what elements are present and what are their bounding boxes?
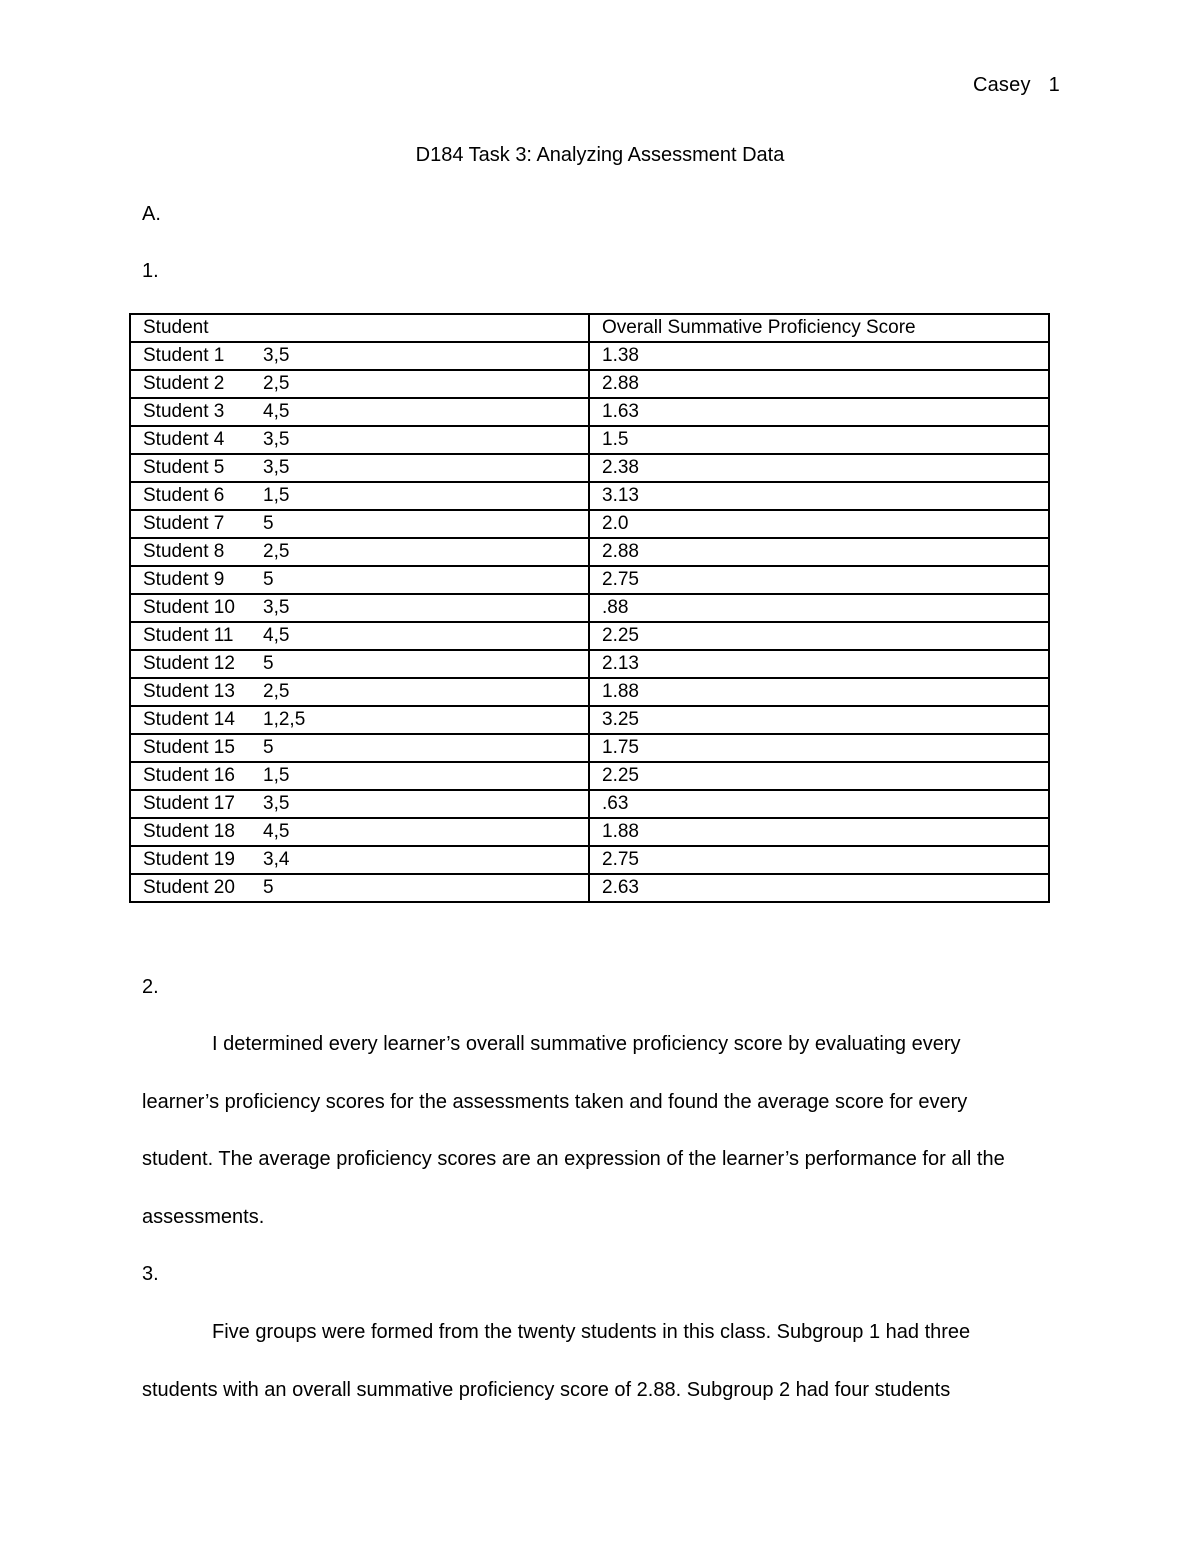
student-cell bbox=[130, 818, 589, 846]
student-assessments: 5 bbox=[263, 737, 274, 758]
score-cell: 1.38 bbox=[589, 342, 1049, 370]
score-cell: .88 bbox=[589, 594, 1049, 622]
table-row bbox=[130, 678, 1049, 706]
student-cell bbox=[130, 846, 589, 874]
student-assessments: 3,5 bbox=[263, 345, 290, 366]
student-cell bbox=[130, 678, 589, 706]
student-cell bbox=[130, 650, 589, 678]
student-name: Student 20 bbox=[143, 877, 235, 898]
table-header-row bbox=[130, 314, 1049, 342]
student-name: Student 12 bbox=[143, 653, 235, 674]
table-row bbox=[130, 706, 1049, 734]
student-cell bbox=[130, 538, 589, 566]
header-author: Casey bbox=[972, 74, 1031, 96]
student-name: Student 17 bbox=[143, 793, 235, 814]
section-a-label: A. bbox=[142, 203, 161, 225]
student-assessments: 4,5 bbox=[263, 821, 290, 842]
proficiency-score-table bbox=[129, 313, 1050, 903]
student-assessments: 1,2,5 bbox=[263, 709, 306, 730]
student-assessments: 3,5 bbox=[263, 429, 290, 450]
student-cell bbox=[130, 622, 589, 650]
table-row bbox=[130, 790, 1049, 818]
student-assessments: 3,5 bbox=[263, 793, 290, 814]
student-name: Student 18 bbox=[143, 821, 235, 842]
score-cell: 1.5 bbox=[589, 426, 1049, 454]
student-cell bbox=[130, 790, 589, 818]
document-title: D184 Task 3: Analyzing Assessment Data bbox=[415, 144, 785, 166]
score-cell: 2.75 bbox=[589, 846, 1049, 874]
student-assessments: 2,5 bbox=[263, 681, 290, 702]
student-assessments: 2,5 bbox=[263, 541, 290, 562]
score-cell: 2.75 bbox=[589, 566, 1049, 594]
student-name: Student 1 bbox=[143, 345, 225, 366]
student-name: Student 13 bbox=[143, 681, 235, 702]
student-assessments: 3,4 bbox=[263, 849, 290, 870]
table-row bbox=[130, 482, 1049, 510]
student-name: Student 19 bbox=[143, 849, 235, 870]
score-cell: 2.25 bbox=[589, 762, 1049, 790]
student-name: Student 8 bbox=[143, 541, 225, 562]
student-cell bbox=[130, 370, 589, 398]
student-cell bbox=[130, 706, 589, 734]
student-name: Student 11 bbox=[143, 625, 234, 646]
table-row bbox=[130, 818, 1049, 846]
table-row bbox=[130, 846, 1049, 874]
student-cell bbox=[130, 342, 589, 370]
student-name: Student 2 bbox=[143, 373, 225, 394]
score-cell: 1.63 bbox=[589, 398, 1049, 426]
student-name: Student 15 bbox=[143, 737, 235, 758]
student-name: Student 4 bbox=[143, 429, 225, 450]
score-cell: 2.88 bbox=[589, 538, 1049, 566]
student-cell bbox=[130, 566, 589, 594]
table-row bbox=[130, 762, 1049, 790]
student-name: Student 3 bbox=[143, 401, 225, 422]
table-row bbox=[130, 538, 1049, 566]
score-cell: 2.13 bbox=[589, 650, 1049, 678]
running-header bbox=[973, 74, 1060, 97]
score-cell: 2.25 bbox=[589, 622, 1049, 650]
item-3-label: 3. bbox=[142, 1263, 159, 1285]
student-assessments: 1,5 bbox=[263, 485, 290, 506]
student-assessments: 3,5 bbox=[263, 597, 290, 618]
student-cell bbox=[130, 874, 589, 902]
student-cell bbox=[130, 426, 589, 454]
score-cell: .63 bbox=[589, 790, 1049, 818]
table-row bbox=[130, 734, 1049, 762]
table-row bbox=[130, 622, 1049, 650]
table-row bbox=[130, 510, 1049, 538]
student-cell bbox=[130, 510, 589, 538]
score-cell: 1.88 bbox=[589, 678, 1049, 706]
student-assessments: 5 bbox=[263, 513, 274, 534]
paragraph-2-text: I determined every learner’s overall summative proficiency score by evaluating every learner’s proficiency scores for the assessments taken and found the average score for every student. The average proficiency scores are an expression of the learner’s performance for all the assessments. bbox=[142, 1033, 1005, 1228]
student-name: Student 10 bbox=[143, 597, 235, 618]
student-assessments: 1,5 bbox=[263, 765, 290, 786]
student-assessments: 2,5 bbox=[263, 373, 290, 394]
student-cell bbox=[130, 482, 589, 510]
student-cell bbox=[130, 762, 589, 790]
student-name: Student 6 bbox=[143, 485, 225, 506]
score-cell: 2.0 bbox=[589, 510, 1049, 538]
student-assessments: 3,5 bbox=[263, 457, 290, 478]
item-2-label: 2. bbox=[142, 976, 159, 998]
student-cell bbox=[130, 734, 589, 762]
student-cell bbox=[130, 398, 589, 426]
table-body bbox=[130, 342, 1049, 902]
paragraph-3 bbox=[142, 1304, 1042, 1419]
student-name: Student 5 bbox=[143, 457, 225, 478]
table-row bbox=[130, 874, 1049, 902]
column-header-score: Overall Summative Proficiency Score bbox=[589, 314, 1049, 342]
table-row bbox=[130, 426, 1049, 454]
paragraph-3-text: Five groups were formed from the twenty students in this class. Subgroup 1 had three students with an overall summative proficiency score of 2.88. Subgroup 2 had four students bbox=[142, 1321, 971, 1401]
column-header-student: Student bbox=[130, 314, 589, 342]
item-1-label: 1. bbox=[142, 260, 159, 282]
score-cell: 2.88 bbox=[589, 370, 1049, 398]
table-row bbox=[130, 370, 1049, 398]
table-row bbox=[130, 398, 1049, 426]
student-name: Student 14 bbox=[143, 709, 235, 730]
score-cell: 1.88 bbox=[589, 818, 1049, 846]
student-cell bbox=[130, 594, 589, 622]
student-assessments: 4,5 bbox=[263, 401, 290, 422]
student-assessments: 5 bbox=[263, 569, 274, 590]
student-assessments: 5 bbox=[263, 877, 274, 898]
student-cell bbox=[130, 454, 589, 482]
score-cell: 2.38 bbox=[589, 454, 1049, 482]
table-row bbox=[130, 650, 1049, 678]
table-row bbox=[130, 594, 1049, 622]
student-name: Student 7 bbox=[143, 513, 225, 534]
score-cell: 3.25 bbox=[589, 706, 1049, 734]
table-row bbox=[130, 454, 1049, 482]
score-cell: 3.13 bbox=[589, 482, 1049, 510]
table-row bbox=[130, 342, 1049, 370]
paragraph-2 bbox=[142, 1016, 1042, 1246]
score-cell: 1.75 bbox=[589, 734, 1049, 762]
student-assessments: 4,5 bbox=[263, 625, 290, 646]
student-name: Student 16 bbox=[143, 765, 235, 786]
page-number: 1 bbox=[1048, 74, 1060, 96]
student-assessments: 5 bbox=[263, 653, 274, 674]
student-name: Student 9 bbox=[143, 569, 225, 590]
score-cell: 2.63 bbox=[589, 874, 1049, 902]
table-row bbox=[130, 566, 1049, 594]
